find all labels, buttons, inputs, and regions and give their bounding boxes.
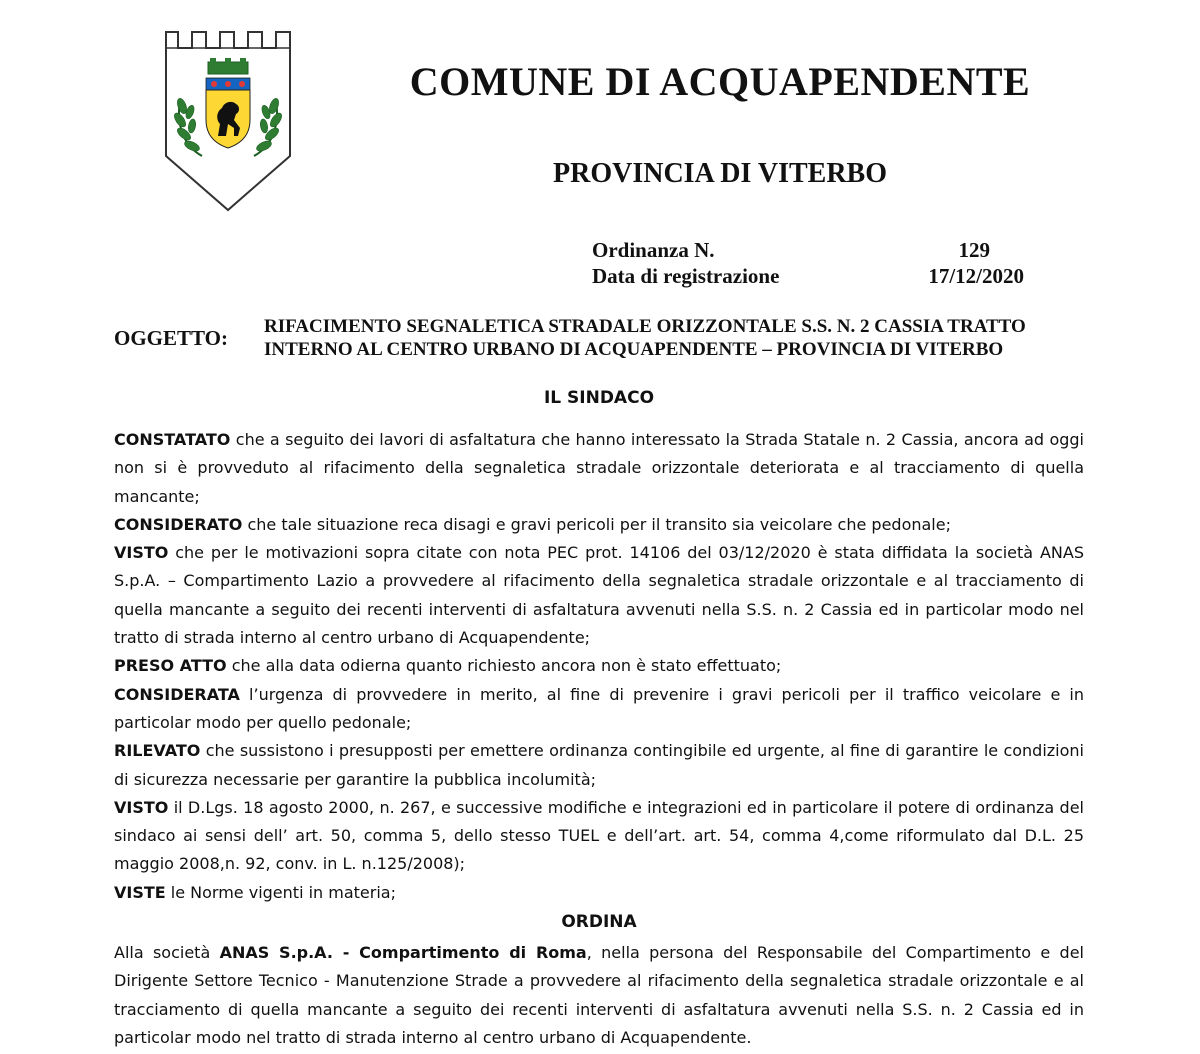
whereas-keyword: CONSIDERATA xyxy=(114,684,240,704)
whereas-section xyxy=(114,426,1084,907)
whereas-text: che sussistono i presupposti per emettere ordinanza contingibile ed urgente, al fine di garantire le condizioni di sicurezza necessarie per garantire la pubblica incolumità; xyxy=(114,741,1084,789)
subject-text: RIFACIMENTO SEGNALETICA STRADALE ORIZZONTALE S.S. N. 2 CASSIA TRATTO INTERNO AL CENTRO URBANO DI ACQUAPENDENTE – PROVINCIA DI VITERBO xyxy=(264,316,1026,360)
whereas-keyword: CONSIDERATO xyxy=(114,514,243,534)
whereas-keyword: VISTO xyxy=(114,543,169,563)
whereas-keyword: RILEVATO xyxy=(114,741,201,761)
ordina-heading: ORDINA xyxy=(561,912,637,932)
whereas-paragraph xyxy=(114,539,1084,652)
registration-date-label: Data di registrazione xyxy=(592,264,780,288)
subject-label: OGGETTO: xyxy=(114,326,228,350)
sindaco-heading: IL SINDACO xyxy=(543,388,655,408)
whereas-paragraph xyxy=(114,737,1084,794)
whereas-paragraph xyxy=(114,426,1084,511)
ordinance-number-value: 129 xyxy=(958,238,990,262)
whereas-paragraph xyxy=(114,879,1084,907)
order-paragraph xyxy=(114,939,1084,1052)
whereas-paragraph xyxy=(114,794,1084,879)
whereas-paragraph xyxy=(114,511,1084,539)
province-name: PROVINCIA DI VITERBO xyxy=(553,158,887,189)
whereas-text: che tale situazione reca disagi e gravi pericoli per il transito sia veicolare che pedonale; xyxy=(242,514,951,534)
whereas-text: l’urgenza di provvedere in merito, al fine di prevenire i gravi pericoli per il traffico veicolare e in particolar modo per quello pedonale; xyxy=(114,684,1084,732)
whereas-text: che alla data odierna quanto richiesto ancora non è stato effettuato; xyxy=(226,656,782,676)
registration-date-value: 17/12/2020 xyxy=(928,264,1024,288)
ordinance-number-label: Ordinanza N. xyxy=(592,238,715,262)
whereas-text: le Norme vigenti in materia; xyxy=(165,882,396,902)
order-company: ANAS S.p.A. - Compartimento di Roma xyxy=(219,943,587,962)
whereas-text: che a seguito dei lavori di asfaltatura che hanno interessato la Strada Statale n. 2 Cassia, ancora ad oggi non si è provveduto al rifacimento della segnaletica stradale orizzontale deteriorata e al tracciamento di quella mancante; xyxy=(114,430,1084,506)
whereas-text: che per le motivazioni sopra citate con nota PEC prot. 14106 del 03/12/2020 è stata diffidata la società ANAS S.p.A. – Compartimento Lazio a provvedere al rifacimento della segnaletica stradale orizzontale e al tracciamento di quella mancante a seguito dei recenti interventi di asfaltatura avvenuti nella S.S. n. 2 Cassia ed in particolar modo nel tratto di strada interno al centro urbano di Acquapendente; xyxy=(114,543,1084,648)
whereas-keyword: PRESO ATTO xyxy=(114,656,227,676)
order-text: , nella persona del Responsabile del Compartimento e del Dirigente Settore Tecnico - Manutenzione Strade a provvedere al rifacimento della segnaletica stradale orizzontale e al tracciamento di quella mancante a seguito dei recenti interventi di asfaltatura avvenuti nella S.S. n. 2 Cassia ed in particolar modo nel tratto di strada interno al centro urbano di Acquapendente. xyxy=(114,943,1084,1047)
whereas-keyword: VISTO xyxy=(114,797,169,817)
order-section xyxy=(114,939,1084,1052)
whereas-keyword: CONSTATATO xyxy=(114,430,231,449)
whereas-paragraph xyxy=(114,681,1084,738)
page-title: COMUNE DI ACQUAPENDENTE xyxy=(409,59,1031,104)
whereas-text: il D.Lgs. 18 agosto 2000, n. 267, e successive modifiche e integrazioni ed in particolare il potere di ordinanza del sindaco ai sensi dell’ art. 50, comma 5, dello stesso TUEL e dell’art. art. 54, comma 4,come riformulato dal D.L. 25 maggio 2008,n. 92, conv. in L. n.125/2008); xyxy=(114,797,1084,874)
order-prefix: Alla società xyxy=(114,943,220,962)
municipal-crest-icon xyxy=(162,28,294,214)
whereas-keyword: VISTE xyxy=(114,882,166,902)
whereas-paragraph xyxy=(114,652,1084,680)
